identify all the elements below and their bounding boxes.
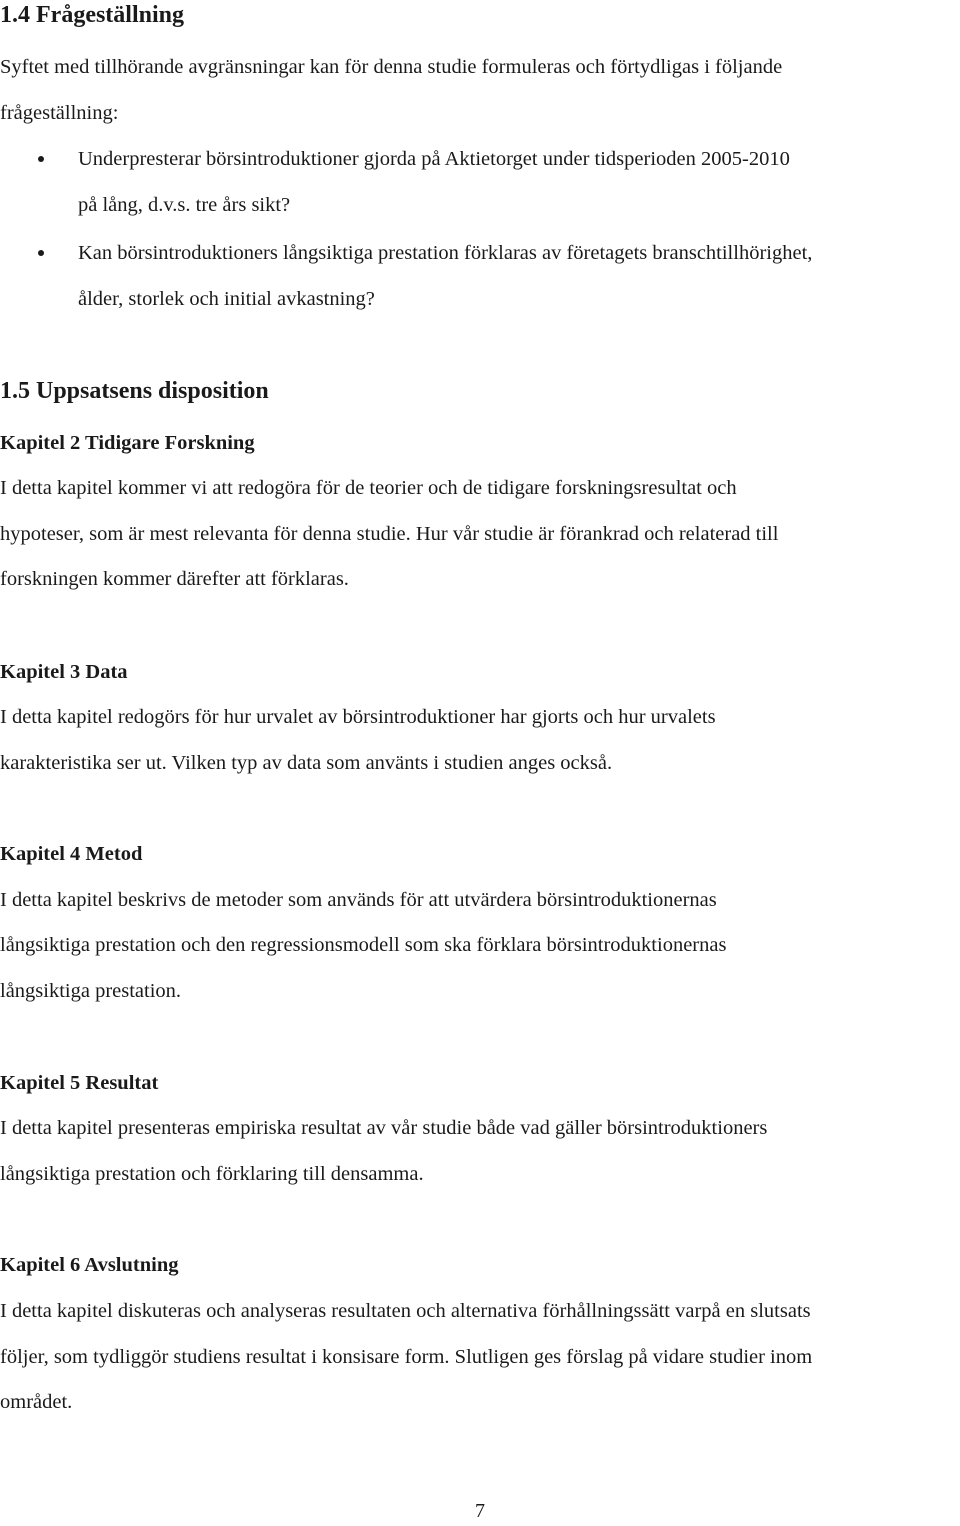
bullet-line: på lång, d.v.s. tre års sikt?: [78, 194, 291, 216]
intro-line: frågeställning:: [0, 102, 119, 124]
chapter-text-line: I detta kapitel diskuteras och analyseras resultaten och alternativa förhållningssätt varpå en slutsats: [0, 1300, 811, 1322]
chapter-title: Kapitel 2 Tidigare Forskning: [0, 432, 255, 454]
chapter-text-line: I detta kapitel beskrivs de metoder som används för att utvärdera börsintroduktionernas: [0, 889, 717, 911]
chapter-text-line: området.: [0, 1391, 73, 1413]
chapter-title: Kapitel 5 Resultat: [0, 1072, 159, 1094]
chapter-text-line: följer, som tydliggör studiens resultat i konsisare form. Slutligen ges förslag på vidare studier inom: [0, 1346, 813, 1368]
page-number: 7: [475, 1500, 485, 1522]
bullet-line: Underpresterar börsintroduktioner gjorda på Aktietorget under tidsperioden 2005-2010: [78, 148, 790, 170]
chapter-text-line: I detta kapitel redogörs för hur urvalet av börsintroduktioner har gjorts och hur urvalets: [0, 706, 716, 728]
chapter-text-line: långsiktiga prestation och den regressionsmodell som ska förklara börsintroduktionernas: [0, 934, 727, 956]
chapter-title: Kapitel 4 Metod: [0, 843, 143, 865]
bullet-line: ålder, storlek och initial avkastning?: [78, 288, 375, 310]
section-heading: 1.5 Uppsatsens disposition: [0, 378, 269, 404]
chapter-title: Kapitel 6 Avslutning: [0, 1254, 179, 1276]
chapter-text-line: I detta kapitel kommer vi att redogöra för de teorier och de tidigare forskningsresultat och: [0, 477, 737, 499]
bullet-line: Kan börsintroduktioners långsiktiga prestation förklaras av företagets branschtillhörighet,: [78, 242, 813, 264]
chapter-title: Kapitel 3 Data: [0, 661, 128, 683]
chapter-text-line: I detta kapitel presenteras empiriska resultat av vår studie både vad gäller börsintroduktioners: [0, 1117, 768, 1139]
chapter-text-line: långsiktiga prestation och förklaring till densamma.: [0, 1163, 424, 1185]
chapter-text-line: långsiktiga prestation.: [0, 980, 182, 1002]
bullet-icon: [38, 250, 44, 256]
chapter-text-line: hypoteser, som är mest relevanta för denna studie. Hur vår studie är förankrad och relaterad till: [0, 523, 779, 545]
intro-line: Syftet med tillhörande avgränsningar kan för denna studie formuleras och förtydligas i följande: [0, 56, 783, 78]
section-heading: 1.4 Frågeställning: [0, 2, 184, 28]
bullet-icon: [38, 156, 44, 162]
chapter-text-line: karakteristika ser ut. Vilken typ av data som använts i studien anges också.: [0, 752, 613, 774]
chapter-text-line: forskningen kommer därefter att förklaras.: [0, 568, 349, 590]
